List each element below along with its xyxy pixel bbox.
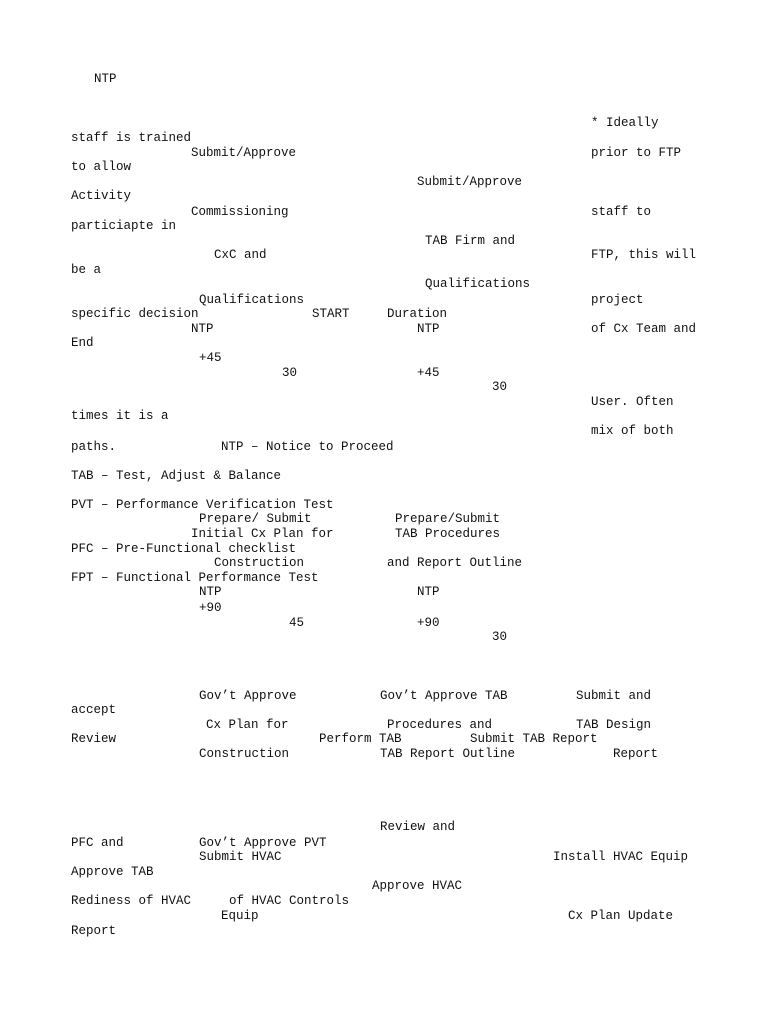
- text-line: Submit TAB Report: [470, 732, 598, 746]
- text-line: Construction: [199, 747, 290, 761]
- text-line: Approve HVAC: [372, 879, 463, 893]
- text-line: Prepare/ Submit: [199, 512, 312, 526]
- text-line: NTP: [417, 585, 440, 599]
- text-line: NTP: [199, 585, 222, 599]
- text-line: Perform TAB: [319, 732, 402, 746]
- text-line: 30: [492, 630, 508, 644]
- text-line: mix of both: [591, 424, 674, 438]
- text-line: CxC and: [214, 248, 267, 262]
- text-line: TAB – Test, Adjust & Balance: [71, 469, 282, 483]
- text-line: Review and: [380, 820, 456, 834]
- text-line: times it is a: [71, 409, 169, 423]
- text-line: Qualifications: [199, 293, 305, 307]
- text-line: Prepare/Submit: [395, 512, 501, 526]
- text-line: specific decision: [71, 307, 199, 321]
- text-line: Gov’t Approve: [199, 689, 297, 703]
- text-line: Approve TAB: [71, 865, 154, 879]
- text-line: Initial Cx Plan for: [191, 527, 334, 541]
- text-line: NTP – Notice to Proceed: [221, 440, 394, 454]
- text-line: PVT – Performance Verification Test: [71, 498, 334, 512]
- text-line: 30: [282, 366, 298, 380]
- text-line: Gov’t Approve TAB: [380, 689, 508, 703]
- text-line: to allow: [71, 160, 132, 174]
- text-line: NTP: [191, 322, 214, 336]
- text-line: of Cx Team and: [591, 322, 697, 336]
- text-line: User. Often: [591, 395, 674, 409]
- text-line: Submit/Approve: [191, 146, 297, 160]
- text-line: Construction: [214, 556, 305, 570]
- text-line: +90: [199, 601, 222, 615]
- text-line: End: [71, 336, 94, 350]
- text-line: Procedures and: [387, 718, 493, 732]
- text-line: FTP, this will: [591, 248, 697, 262]
- text-line: staff to: [591, 205, 652, 219]
- text-line: Submit HVAC: [199, 850, 282, 864]
- text-line: +45: [199, 351, 222, 365]
- text-line: Report: [71, 924, 117, 938]
- text-line: staff is trained: [71, 131, 192, 145]
- text-line: Rediness of HVAC: [71, 894, 192, 908]
- text-line: Duration: [387, 307, 448, 321]
- text-line: Equip: [221, 909, 259, 923]
- text-line: Activity: [71, 189, 132, 203]
- text-line: TAB Report Outline: [380, 747, 516, 761]
- text-line: TAB Firm and: [425, 234, 516, 248]
- text-line: be a: [71, 263, 102, 277]
- text-line: TAB Design: [576, 718, 652, 732]
- text-line: prior to FTP: [591, 146, 682, 160]
- text-line: Gov’t Approve PVT: [199, 836, 327, 850]
- text-line: 30: [492, 380, 508, 394]
- text-line: FPT – Functional Performance Test: [71, 571, 319, 585]
- text-line: 45: [289, 616, 305, 630]
- text-line: Cx Plan for: [206, 718, 289, 732]
- text-line: project: [591, 293, 644, 307]
- text-line: START: [312, 307, 350, 321]
- text-line: * Ideally: [591, 116, 659, 130]
- text-line: Install HVAC Equip: [553, 850, 689, 864]
- text-line: NTP: [94, 72, 117, 86]
- text-line: Report: [613, 747, 659, 761]
- text-line: Review: [71, 732, 117, 746]
- text-line: Submit/Approve: [417, 175, 523, 189]
- text-line: Qualifications: [425, 277, 531, 291]
- text-line: PFC and: [71, 836, 124, 850]
- text-line: TAB Procedures: [395, 527, 501, 541]
- text-line: paths.: [71, 440, 117, 454]
- text-line: Cx Plan Update: [568, 909, 674, 923]
- text-line: +90: [417, 616, 440, 630]
- text-line: and Report Outline: [387, 556, 523, 570]
- text-line: PFC – Pre-Functional checklist: [71, 542, 297, 556]
- text-line: NTP: [417, 322, 440, 336]
- text-line: Commissioning: [191, 205, 289, 219]
- text-line: Submit and: [576, 689, 652, 703]
- text-line: +45: [417, 366, 440, 380]
- text-line: accept: [71, 703, 117, 717]
- text-line: of HVAC Controls: [229, 894, 350, 908]
- text-line: particiapte in: [71, 219, 177, 233]
